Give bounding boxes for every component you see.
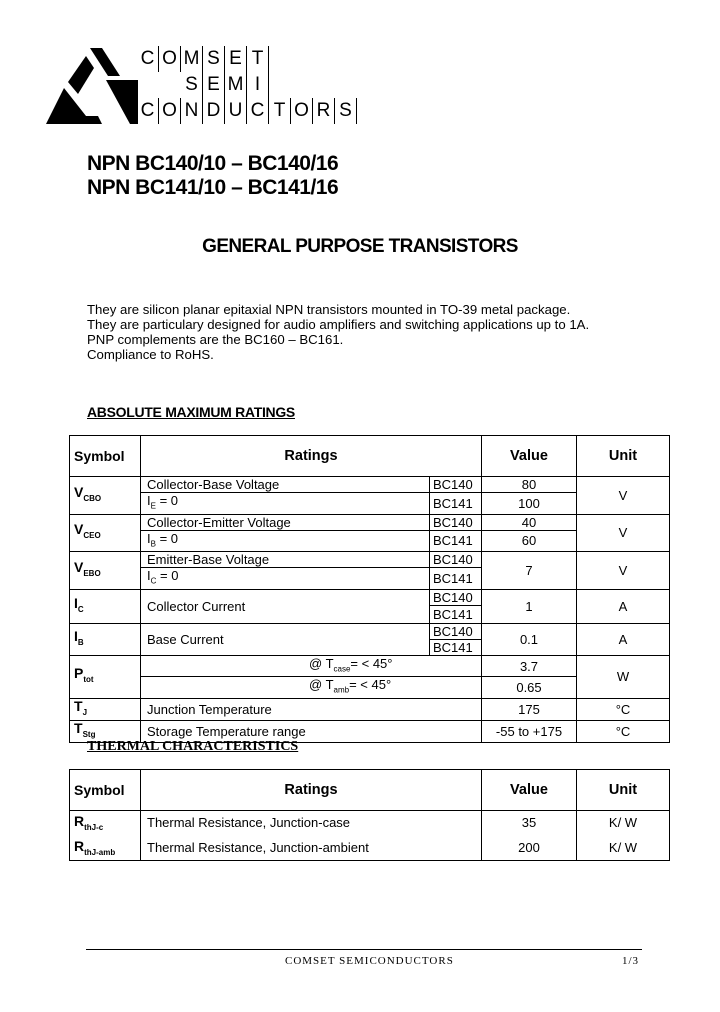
thermal-table: [69, 769, 670, 861]
intro-line: They are silicon planar epitaxial NPN transistors mounted in TO-39 metal package.: [87, 302, 571, 317]
rating-cell: Collector-Emitter Voltage: [141, 514, 430, 530]
symbol-cell: $V_{CBO}$: [70, 477, 141, 515]
logo-row-2: [137, 72, 269, 98]
unit-cell: °C: [577, 698, 670, 720]
rating-cell: $I_C = 0$: [141, 568, 430, 590]
value-cell: 100: [482, 493, 577, 515]
rating-cell: Emitter-Base Voltage: [141, 552, 430, 568]
footer-divider: [86, 949, 642, 950]
rating-cell: $I_B = 0$: [141, 530, 430, 552]
logo-letter: R: [313, 98, 335, 124]
logo-letter: C: [137, 46, 159, 72]
table-row: [70, 514, 670, 530]
logo-row-1: [137, 46, 269, 72]
part-cell: BC140: [430, 623, 482, 639]
symbol-cell: $V_{CEO}$: [70, 514, 141, 552]
amr-table: [69, 435, 670, 743]
logo-letter: [159, 72, 181, 98]
logo-letter: [137, 72, 159, 98]
rating-cell: Base Current: [141, 623, 430, 655]
footer-company: COMSET SEMICONDUCTORS: [285, 955, 454, 967]
symbol-cell: $T_J$: [70, 698, 141, 720]
logo-letter: M: [225, 72, 247, 98]
page-heading: GENERAL PURPOSE TRANSISTORS: [202, 236, 518, 257]
logo-letter: O: [159, 46, 181, 72]
value-cell: 7: [482, 552, 577, 590]
table-row: [70, 623, 670, 639]
table-row: [70, 589, 670, 605]
unit-cell: K/ W: [577, 811, 670, 835]
unit-cell: °C: [577, 720, 670, 742]
value-cell: 175: [482, 698, 577, 720]
table-row: [70, 811, 670, 835]
symbol-cell: $R_{thJ-c}$: [70, 811, 141, 835]
symbol-cell: $T_{Stg}$: [70, 720, 141, 742]
value-cell: 80: [482, 477, 577, 493]
part-cell: BC140: [430, 589, 482, 605]
logo-letter: T: [269, 98, 291, 124]
value-cell: -55 to +175: [482, 720, 577, 742]
logo-letter: S: [181, 72, 203, 98]
part-cell: BC140: [430, 552, 482, 568]
unit-cell: K/ W: [577, 835, 670, 861]
rating-cell: Thermal Resistance, Junction-case: [141, 811, 482, 835]
symbol-cell: $I_C$: [70, 589, 141, 623]
logo-letter: T: [247, 46, 269, 72]
value-cell: 0.65: [482, 677, 577, 699]
rating-cell: Collector-Base Voltage: [141, 477, 430, 493]
symbol-cell: $V_{EBO}$: [70, 552, 141, 590]
col-ratings: Ratings: [141, 436, 482, 477]
value-cell: 35: [482, 811, 577, 835]
part-cell: BC141: [430, 568, 482, 590]
rating-cell: Collector Current: [141, 589, 430, 623]
rating-cell: $I_E = 0$: [141, 493, 430, 515]
value-cell: 3.7: [482, 655, 577, 677]
symbol-cell: $I_B$: [70, 623, 141, 655]
logo-letter: N: [181, 98, 203, 124]
part-cell: BC140: [430, 477, 482, 493]
intro-line: PNP complements are the BC160 – BC161.: [87, 332, 344, 347]
unit-cell: A: [577, 589, 670, 623]
rating-cell: Storage Temperature range: [141, 720, 482, 742]
logo-letter: C: [137, 98, 159, 124]
part-title-1: NPN BC140/10 – BC140/16: [87, 152, 339, 175]
table-row: [70, 835, 670, 861]
col-value: Value: [482, 436, 577, 477]
col-symbol: Symbol: [70, 770, 141, 811]
col-ratings: Ratings: [141, 770, 482, 811]
value-cell: 40: [482, 514, 577, 530]
rating-cell: Junction Temperature: [141, 698, 482, 720]
thermal-section-title: THERMAL CHARACTERISTICS: [87, 739, 299, 754]
footer-page-number: 1/3: [622, 955, 640, 967]
col-unit: Unit: [577, 436, 670, 477]
part-cell: BC141: [430, 493, 482, 515]
unit-cell: V: [577, 477, 670, 515]
logo-letter: O: [291, 98, 313, 124]
condition-cell: @ $T_{amb}= < 45^\circ$: [141, 677, 482, 699]
logo-letter: D: [203, 98, 225, 124]
unit-cell: V: [577, 514, 670, 552]
value-cell: 200: [482, 835, 577, 861]
company-logo: [46, 46, 140, 124]
symbol-cell: $P_{tot}$: [70, 655, 141, 698]
unit-cell: V: [577, 552, 670, 590]
symbol-cell: $R_{thJ-amb}$: [70, 835, 141, 861]
amr-section-title: ABSOLUTE MAXIMUM RATINGS: [87, 404, 295, 420]
condition-cell: @ $T_{case}= < 45^\circ$: [141, 655, 482, 677]
table-row: [70, 552, 670, 568]
part-cell: BC141: [430, 605, 482, 623]
col-unit: Unit: [577, 770, 670, 811]
part-cell: BC141: [430, 530, 482, 552]
col-value: Value: [482, 770, 577, 811]
logo-letter: S: [335, 98, 357, 124]
intro-line: Compliance to RoHS.: [87, 347, 214, 362]
logo-letter: C: [247, 98, 269, 124]
logo-letter: M: [181, 46, 203, 72]
logo-letter: E: [225, 46, 247, 72]
table-row: [70, 655, 670, 677]
logo-letter: E: [203, 72, 225, 98]
value-cell: 0.1: [482, 623, 577, 655]
rating-cell: Thermal Resistance, Junction-ambient: [141, 835, 482, 861]
intro-line: They are particulary designed for audio amplifiers and switching applications up to 1A.: [87, 317, 590, 332]
logo-row-3: [137, 98, 357, 124]
logo-letter: I: [247, 72, 269, 98]
col-symbol: Symbol: [70, 436, 141, 477]
part-cell: BC141: [430, 639, 482, 655]
logo-wordmark: [137, 46, 379, 124]
table-row: [70, 698, 670, 720]
logo-letter: U: [225, 98, 247, 124]
part-cell: BC140: [430, 514, 482, 530]
logo-letter: S: [203, 46, 225, 72]
logo-letter: O: [159, 98, 181, 124]
value-cell: 1: [482, 589, 577, 623]
unit-cell: A: [577, 623, 670, 655]
intro-text: [87, 302, 589, 362]
table-row: [70, 477, 670, 493]
part-title-2: NPN BC141/10 – BC141/16: [87, 176, 339, 199]
value-cell: 60: [482, 530, 577, 552]
unit-cell: W: [577, 655, 670, 698]
